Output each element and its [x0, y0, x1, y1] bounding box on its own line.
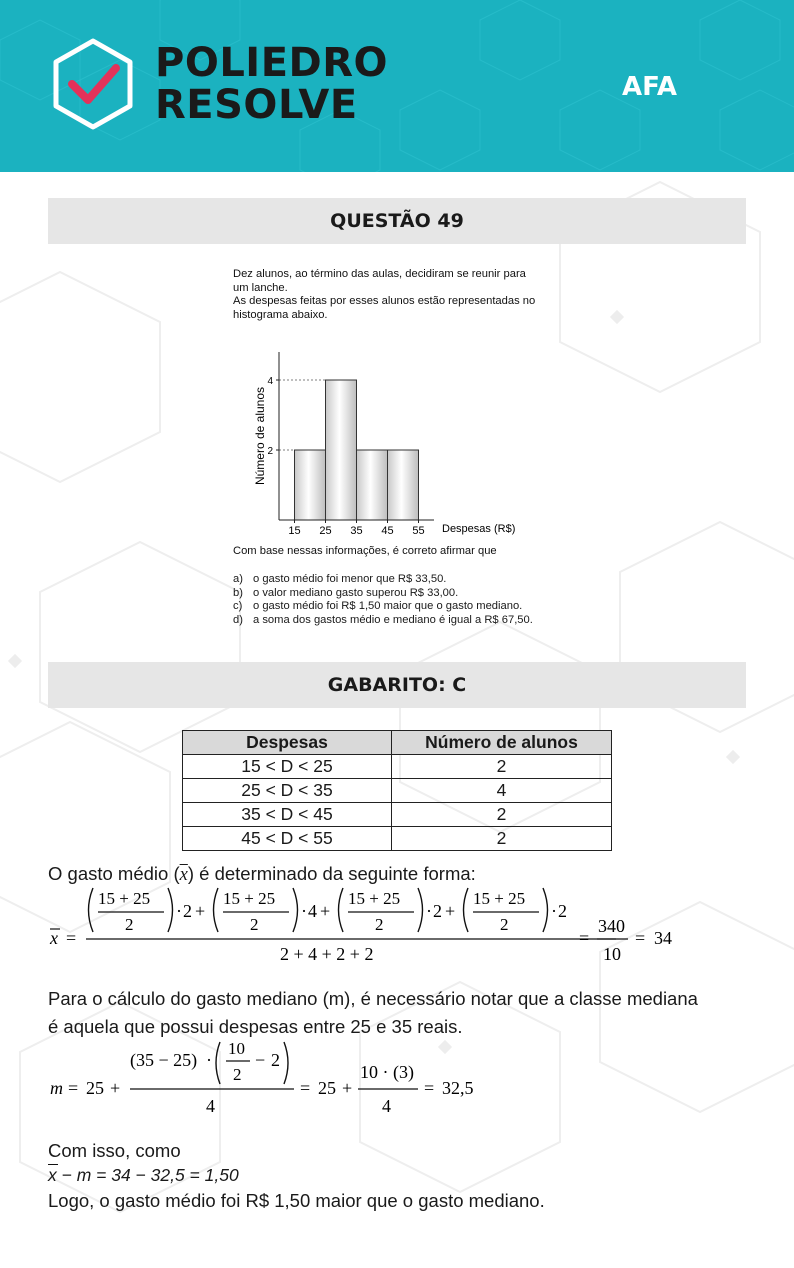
table-cell: 25 < D < 35	[183, 779, 392, 803]
alternative-d: d) a soma dos gastos médio e mediano é igual a R$ 67,50.	[233, 613, 533, 626]
brand-line-2: RESOLVE	[155, 82, 358, 128]
histogram-bar	[295, 450, 326, 520]
median-den: 4	[206, 1096, 215, 1116]
frac-den: 2	[500, 915, 509, 934]
x-tick-label: 25	[319, 525, 332, 537]
minus-sign: −	[255, 1050, 266, 1070]
median-paragraph: Para o cálculo do gasto mediano (m), é necessário notar que a classe mediana é aquela que possui despesas entre 25 e 35 reais.	[48, 988, 698, 1037]
median-diff: (35 − 25)	[130, 1050, 198, 1070]
y-axis-label: Número de alunos	[253, 386, 267, 486]
equals-sign: =	[635, 928, 646, 948]
mean-denominator: 2 + 4 + 2 + 2	[280, 944, 374, 964]
x-axis-label: Despesas (R$)	[442, 523, 516, 535]
x-tick-label: 15	[288, 525, 301, 537]
table-row	[183, 803, 612, 827]
mult-dot: ·	[176, 901, 182, 921]
mean-intro: O gasto médio $(\overline{x})$ é determinado da seguinte forma:	[48, 863, 476, 885]
weight: 4	[308, 901, 317, 921]
distribution-table	[182, 730, 612, 851]
median-result: 32,5	[442, 1078, 474, 1098]
brand-name	[155, 42, 388, 126]
median-formula	[48, 1040, 508, 1120]
table-row	[183, 779, 612, 803]
histogram-chart	[246, 352, 546, 542]
inner-num: 10	[228, 1040, 245, 1058]
alternative-b: b) o valor mediano gasto superou R$ 33,00.	[233, 586, 459, 599]
median-base: 25	[86, 1078, 104, 1098]
y-tick-label: 2	[267, 446, 273, 457]
brand-line-1: POLIEDRO	[155, 40, 389, 86]
page-header	[0, 0, 794, 172]
plus-sign: +	[110, 1078, 121, 1098]
conclusion-intro: Com isso, como	[48, 1140, 181, 1161]
intro-line: As despesas feitas por esses alunos estão representadas no	[233, 295, 536, 307]
frac-den: 2	[375, 915, 384, 934]
table-header-row	[183, 731, 612, 755]
frac-num: 15 + 25	[223, 889, 276, 908]
table-header: Despesas	[183, 731, 392, 755]
numerator-terms	[89, 888, 568, 934]
mean-lhs-symbol: x	[50, 928, 58, 948]
overline	[48, 1164, 58, 1165]
intro-line: histograma abaixo.	[233, 308, 328, 321]
conclusion-text: Logo, o gasto médio foi R$ 1,50 maior que o gasto mediano.	[48, 1190, 545, 1211]
mult-dot: ·	[301, 901, 307, 921]
alternative-c: c) o gasto médio foi R$ 1,50 maior que o gasto mediano.	[233, 600, 523, 612]
equals-sign: =	[424, 1078, 435, 1098]
step-num: 10 · (3)	[360, 1062, 414, 1082]
x-tick-label: 55	[412, 525, 425, 537]
answer-title-bar: GABARITO: C	[48, 662, 746, 708]
logo	[50, 38, 136, 130]
mean-formula	[48, 884, 688, 968]
frac-den: 2	[250, 915, 259, 934]
plus-sign: +	[320, 901, 331, 921]
x-tick-label: 35	[350, 525, 363, 537]
intro-line: um lanche.	[233, 281, 288, 294]
inner-den: 2	[233, 1065, 242, 1084]
table-cell: 2	[392, 755, 612, 779]
alternative-a: a) o gasto médio foi menor que R$ 33,50.	[233, 573, 447, 585]
result-den: 10	[603, 944, 621, 964]
mult-dot: ·	[426, 901, 432, 921]
table-cell: 45 < D < 55	[183, 827, 392, 851]
table-row	[183, 755, 612, 779]
table-header: Número de alunos	[392, 731, 612, 755]
table-cell: 2	[392, 803, 612, 827]
histogram-bar	[357, 450, 388, 520]
weight: 2	[433, 901, 442, 921]
alternatives-list	[233, 573, 533, 627]
mult-dot: ·	[206, 1050, 212, 1070]
step-den: 4	[382, 1096, 391, 1116]
histogram-bar	[388, 450, 419, 520]
median-minus-value: 2	[271, 1050, 280, 1070]
table-cell: 35 < D < 45	[183, 803, 392, 827]
table-cell: 4	[392, 779, 612, 803]
equals-sign: =	[579, 928, 590, 948]
median-base: 25	[318, 1078, 336, 1098]
mean-result: 34	[654, 928, 672, 948]
histogram-bar	[326, 380, 357, 520]
exam-label: AFA	[622, 72, 678, 102]
intro-line: Dez alunos, ao término das aulas, decidiram se reunir para	[233, 268, 526, 280]
frac-num: 15 + 25	[473, 889, 526, 908]
frac-num: 15 + 25	[348, 889, 401, 908]
mult-dot: ·	[551, 901, 557, 921]
plus-sign: +	[195, 901, 206, 921]
frac-den: 2	[125, 915, 134, 934]
mean-symbol: $\overline{x}$	[179, 865, 188, 885]
median-symbol: m	[50, 1078, 63, 1098]
equals-sign: =	[66, 928, 77, 948]
plus-sign: +	[342, 1078, 353, 1098]
plus-sign: +	[445, 901, 456, 921]
weight: 2	[183, 901, 192, 921]
result-num: 340	[598, 916, 625, 936]
question-title-bar: QUESTÃO 49	[48, 198, 746, 244]
y-tick-label: 4	[267, 376, 273, 387]
check-icon	[50, 38, 136, 130]
x-tick-label: 45	[381, 525, 394, 537]
table-cell: 15 < D < 25	[183, 755, 392, 779]
equals-sign: =	[300, 1078, 311, 1098]
table-row	[183, 827, 612, 851]
equals-sign: =	[68, 1078, 79, 1098]
question-prompt: Com base nessas informações, é correto afirmar que	[233, 545, 497, 557]
frac-num: 15 + 25	[98, 889, 151, 908]
conclusion-expression: x − m = 34 − 32,5 = 1,50	[48, 1165, 239, 1185]
table-cell: 2	[392, 827, 612, 851]
question-intro	[233, 268, 535, 322]
weight: 2	[558, 901, 567, 921]
